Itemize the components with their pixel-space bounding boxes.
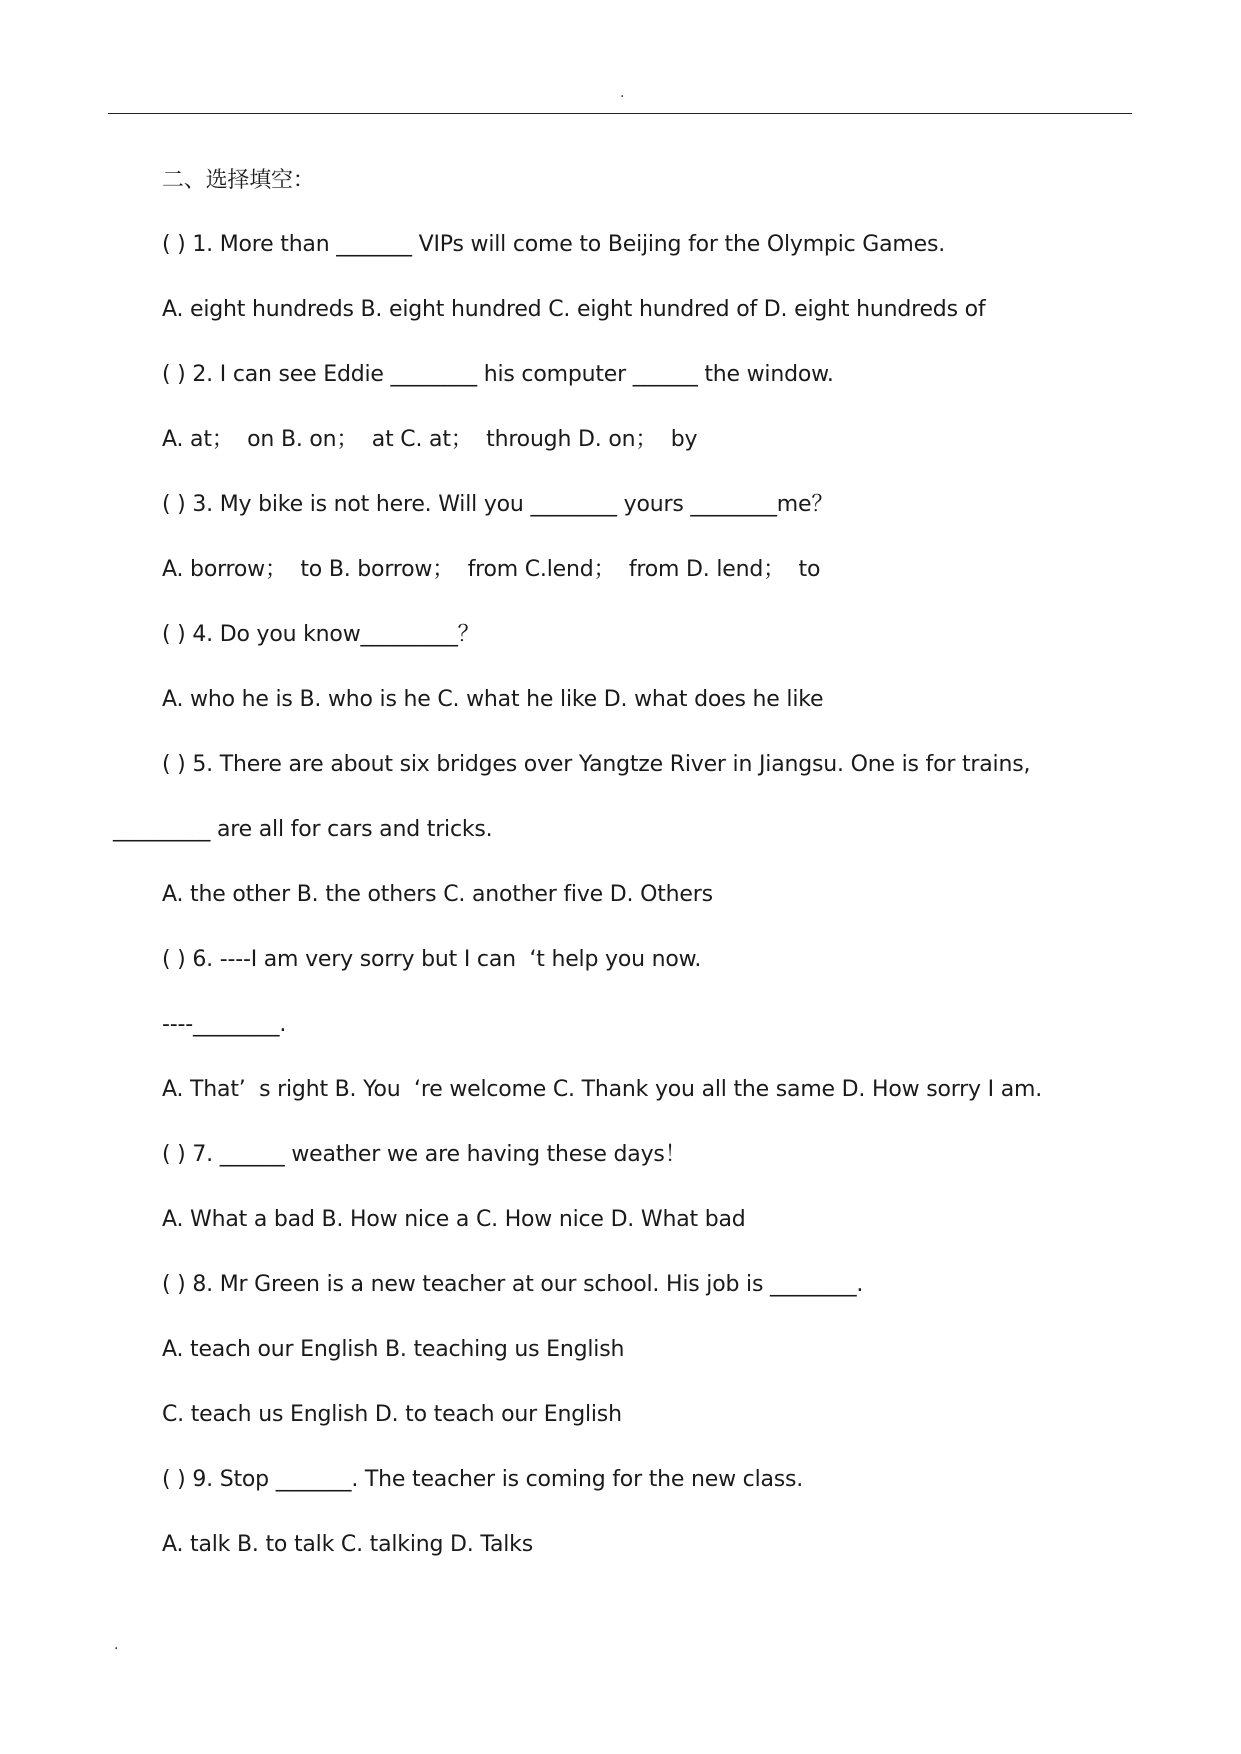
question-1-options: A. eight hundreds B. eight hundred C. eight hundred of D. eight hundreds of <box>162 297 986 322</box>
question-5-options: A. the other B. the others C. another five D. Others <box>162 882 713 907</box>
question-4-stem: ( ) 4. Do you know_________？ <box>162 622 480 647</box>
question-8-stem: ( ) 8. Mr Green is a new teacher at our school. His job is ________. <box>162 1272 864 1297</box>
question-2-stem: ( ) 2. I can see Eddie ________ his computer ______ the window. <box>162 362 834 387</box>
header-rule <box>108 113 1132 114</box>
question-3-options: A. borrow； to B. borrow； from C.lend； from D. lend； to <box>162 557 821 582</box>
section-title: 二、选择填空： <box>162 168 315 193</box>
question-4-options: A. who he is B. who is he C. what he like D. what does he like <box>162 687 824 712</box>
question-9-options: A. talk B. to talk C. talking D. Talks <box>162 1532 533 1557</box>
question-3-stem: ( ) 3. My bike is not here. Will you ________ yours ________me？ <box>162 492 834 517</box>
header-mark: . <box>620 85 625 101</box>
question-5-stem-continued: _________ are all for cars and tricks. <box>113 817 493 842</box>
question-8-options-continued: C. teach us English D. to teach our English <box>162 1402 622 1427</box>
question-9-stem: ( ) 9. Stop _______. The teacher is coming for the new class. <box>162 1467 804 1492</box>
question-6-options: A. That’ s right B. You ‘re welcome C. Thank you all the same D. How sorry I am. <box>162 1077 1043 1102</box>
question-6-stem: ( ) 6. ----I am very sorry but I can ‘t help you now. <box>162 947 702 972</box>
question-2-options: A. at； on B. on； at C. at； through D. on； by <box>162 427 698 452</box>
question-7-stem: ( ) 7. ______ weather we are having these days！ <box>162 1142 687 1167</box>
question-5-stem: ( ) 5. There are about six bridges over Yangtze River in Jiangsu. One is for trains, <box>162 752 1031 777</box>
question-8-options: A. teach our English B. teaching us English <box>162 1337 625 1362</box>
question-1-stem: ( ) 1. More than _______ VIPs will come to Beijing for the Olympic Games. <box>162 232 946 257</box>
question-6-stem-continued: ----________. <box>162 1012 287 1037</box>
footer-mark: . <box>114 1637 119 1653</box>
question-7-options: A. What a bad B. How nice a C. How nice D. What bad <box>162 1207 746 1232</box>
